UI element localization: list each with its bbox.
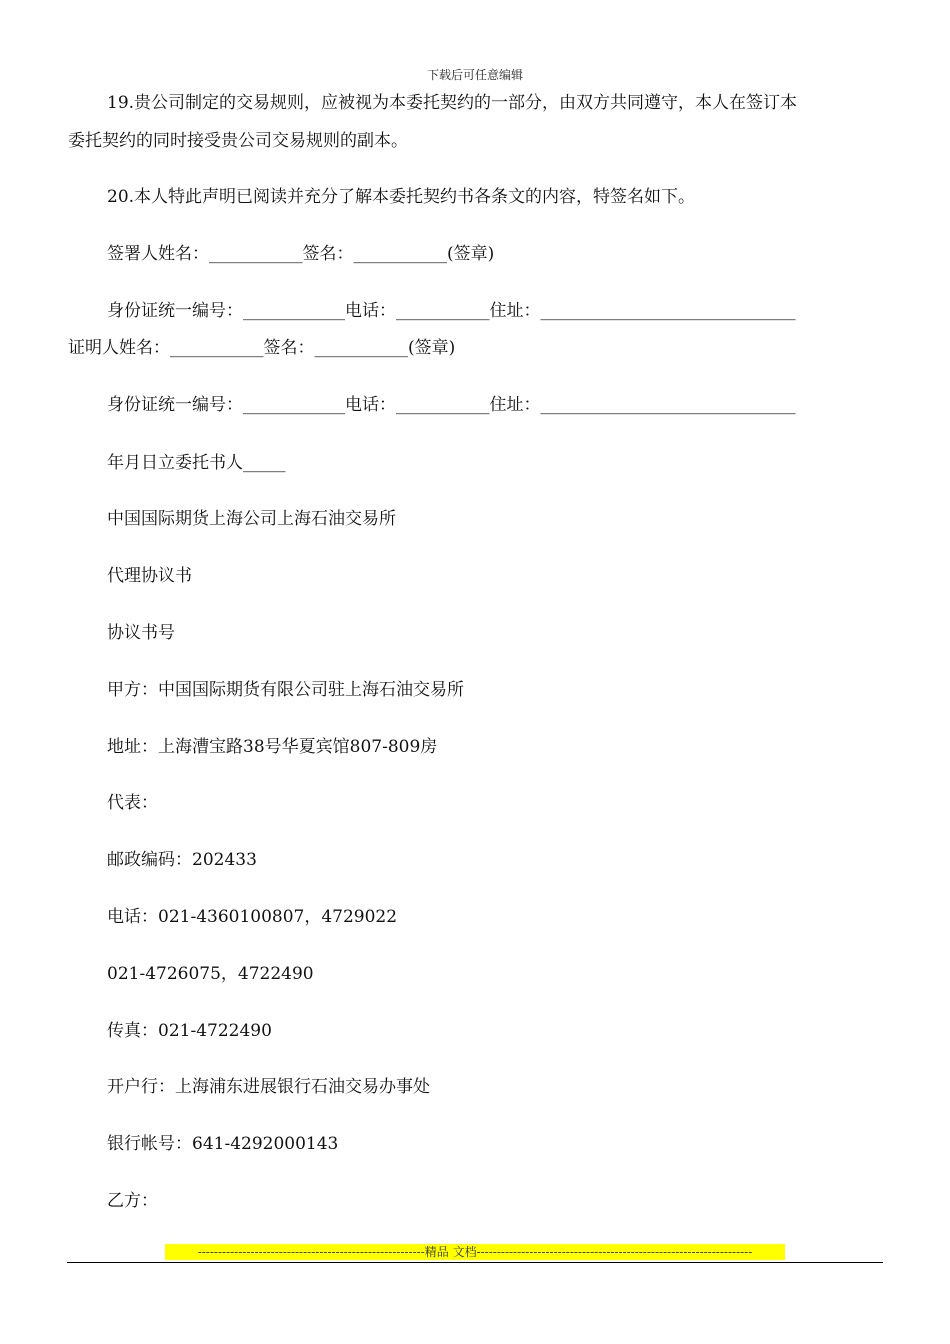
page-header-note: 下载后可任意编辑 xyxy=(426,68,523,82)
clause-20: 20.本人特此声明已阅读并充分了解本委托契约书各条文的内容，特签名如下。 xyxy=(107,187,696,207)
representative: 代表： xyxy=(107,793,158,813)
bank-account: 银行帐号：641-4292000143 xyxy=(107,1134,339,1154)
org-name: 中国国际期货上海公司上海石油交易所 xyxy=(107,509,396,529)
agreement-number: 协议书号 xyxy=(107,623,175,643)
clause-19-line-1: 19.贵公司制定的交易规则，应被视为本委托契约的一部分，由双方共同遵守，本人在签订本 xyxy=(107,93,798,113)
footer-divider xyxy=(67,1262,883,1263)
signer-id-line: 身份证统一编号：____________电话：___________住址：______________________________ xyxy=(107,301,796,321)
witness-id-line: 身份证统一编号：____________电话：___________住址：______________________________ xyxy=(107,395,796,415)
signer-line: 签署人姓名：___________签名：___________(签章) xyxy=(107,244,495,264)
phone-1: 电话：021-4360100807，4729022 xyxy=(107,907,398,927)
date-line: 年月日立委托书人_____ xyxy=(107,453,286,473)
agreement-title: 代理协议书 xyxy=(107,566,192,586)
address: 地址：上海漕宝路38号华夏宾馆807-809房 xyxy=(107,737,438,757)
postal-code: 邮政编码：202433 xyxy=(107,850,257,870)
clause-19-line-2: 委托契约的同时接受贵公司交易规则的副本。 xyxy=(68,131,408,151)
footer-banner: --------------------------------------------------------精品 文档-------------------------------------------------------------------- xyxy=(165,1244,785,1260)
phone-2: 021-4726075，4722490 xyxy=(107,964,314,984)
witness-line: 证明人姓名：___________签名：___________(签章) xyxy=(68,338,456,358)
party-b: 乙方： xyxy=(107,1191,158,1211)
party-a: 甲方：中国国际期货有限公司驻上海石油交易所 xyxy=(107,680,464,700)
fax: 传真：021-4722490 xyxy=(107,1021,272,1041)
bank: 开户行：上海浦东进展银行石油交易办事处 xyxy=(107,1077,430,1097)
